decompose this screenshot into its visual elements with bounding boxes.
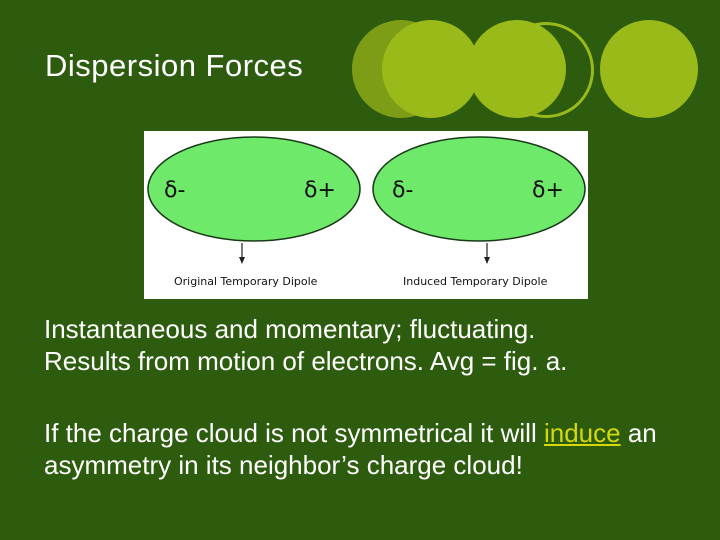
paragraph-1-line-2: Results from motion of electrons. Avg = fig. a. — [44, 346, 568, 376]
slide-body — [44, 313, 704, 481]
left-arrow-head — [239, 257, 245, 264]
dipole-figure — [144, 131, 588, 299]
left-delta-plus: δ+ — [304, 178, 336, 203]
paragraph-2-prefix: If the charge cloud is not symmetrical it will — [44, 418, 544, 448]
paragraph-1-line-1: Instantaneous and momentary; fluctuating. — [44, 314, 536, 344]
decorative-circle — [382, 20, 480, 118]
right-delta-plus: δ+ — [532, 178, 564, 203]
induced-dipole-caption: Induced Temporary Dipole — [403, 275, 548, 288]
paragraph-1 — [44, 313, 704, 377]
right-arrow-head — [484, 257, 490, 264]
induce-highlight: induce — [543, 418, 621, 448]
left-delta-minus: δ- — [164, 178, 186, 203]
decorative-circle — [600, 20, 698, 118]
paragraph-2 — [44, 417, 704, 481]
dipole-diagram — [144, 131, 588, 299]
original-dipole-caption: Original Temporary Dipole — [174, 275, 318, 288]
right-delta-minus: δ- — [392, 178, 414, 203]
decorative-circle-outline — [498, 22, 594, 118]
slide-title: Dispersion Forces — [45, 48, 304, 83]
paragraph-2-suffix: an asymmetry in its neighbor’s charge cloud! — [44, 418, 657, 480]
